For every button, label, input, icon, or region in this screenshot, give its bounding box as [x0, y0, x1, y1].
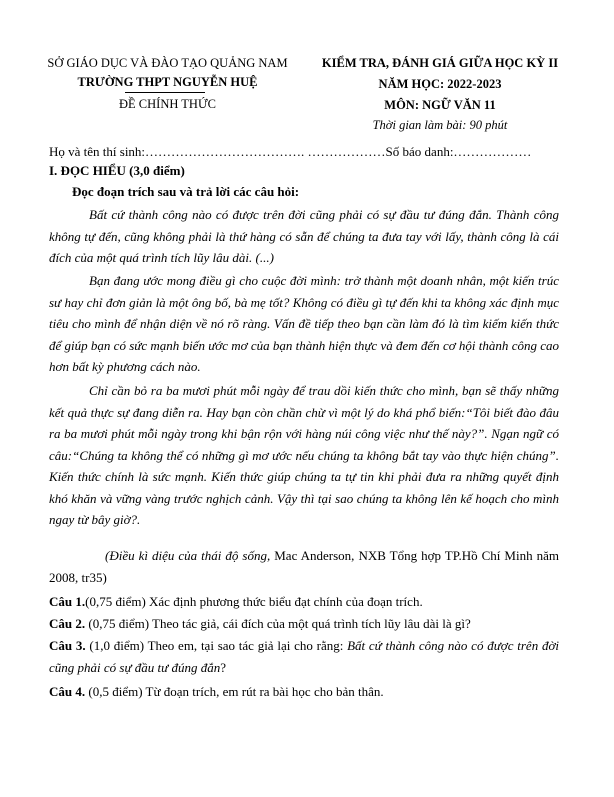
time-allowed: Thời gian làm bài: 90 phút [372, 118, 508, 132]
department-name: SỞ GIÁO DỤC VÀ ĐÀO TẠO QUẢNG NAM [47, 56, 288, 70]
question-2-label: Câu 2. [49, 616, 86, 631]
passage-paragraph-3: Chỉ cần bỏ ra ba mươi phút mỗi ngày để trau dồi kiến thức cho mình, bạn sẽ thấy những kết quả thực sự đang diễn ra. Hay bạn còn chần chừ vì một lý do khá phổ biến:“Tôi biết đào đâu ra ba mươi phút mỗi ngày trong khi bận rộn với hàng núi công việc như thế này?”. Ngạn ngữ có câu:“Chúng ta không thể có những gì mơ ước nếu chúng ta không bắt tay vào thực hiện chúng”. Kiến thức chính là sức mạnh. Kiến thức giúp chúng ta tự tin khi phải đưa ra những quyết định khó khăn và vững vàng trước nghịch cảnh. Vậy thì tại sao chúng ta không lên kế hoạch cho mình ngay từ bây giờ?. [49, 383, 559, 527]
question-4 [49, 681, 559, 703]
question-4-text: (0,5 điểm) Từ đoạn trích, em rút ra bài học cho bản thân. [85, 684, 384, 699]
question-1-text: (0,75 điểm) Xác định phương thức biểu đạt chính của đoạn trích. [85, 594, 423, 609]
question-3-text: (1,0 điểm) Theo em, tại sao tác giả lại cho rằng: [85, 638, 348, 653]
question-2-text: (0,75 điểm) Theo tác giả, cái đích của một quá trình tích lũy lâu dài là gì? [85, 616, 471, 631]
official-label: ĐỀ CHÍNH THỨC [119, 97, 216, 111]
school-year: NĂM HỌC: 2022-2023 [378, 77, 502, 91]
question-3-quote: Bất cứ thành công nào có được trên đời cũng phải có sự đầu tư đúng đắn [49, 638, 560, 675]
subject: MÔN: NGỮ VĂN 11 [384, 98, 496, 112]
passage-paragraph-2: Bạn đang ước mong điều gì cho cuộc đời mình: trở thành một doanh nhân, một kiến trúc sư hay chỉ đơn giản là một ông bố, bà mẹ tốt? Không có điều gì tự đến khi ta không xác định mục tiêu cho mình để nhận diện về nó rõ ràng. Vấn đề tiếp theo bạn cần làm đó là tìm kiếm kiến thức để giúp bạn có sức mạnh biến ước mơ của bạn thành hiện thực và đem đến cơ hội thành công cao hơn bất kỳ phương cách nào. [49, 273, 559, 374]
question-2 [49, 613, 559, 635]
exam-title: KIỂM TRA, ĐÁNH GIÁ GIỮA HỌC KỲ II [321, 56, 559, 70]
question-1 [49, 591, 559, 613]
school-name: TRƯỜNG THPT NGUYỄN HUỆ [77, 75, 258, 89]
section-title: I. ĐỌC HIỂU (3,0 điểm) [49, 163, 185, 178]
question-3-label: Câu 3. [49, 638, 86, 653]
question-3-end: ? [220, 659, 227, 675]
passage-source [49, 545, 559, 588]
question-3 [49, 635, 559, 678]
question-1-label: Câu 1. [49, 594, 86, 609]
student-info-line: Họ và tên thí sinh:………………………………. ………………Số báo danh:……………… [49, 144, 532, 159]
source-details: Mac Anderson, NXB Tổng hợp TP.Hồ Chí Minh năm 2008, tr35) [49, 548, 559, 585]
instruction: Đọc đoạn trích sau và trả lời các câu hỏi: [72, 184, 300, 199]
source-title: (Điều kì diệu của thái độ sống, [105, 548, 271, 563]
question-4-label: Câu 4. [49, 684, 86, 699]
school-underline [125, 92, 205, 93]
passage-paragraph-1: Bất cứ thành công nào có được trên đời cũng phải có sự đầu tư đúng đắn. Thành công không tự đến, cũng không phải là thứ hàng có sẵn để chúng ta đưa tay với lấy, thành công là cái đích của một quá trình tích lũy lâu dài. (...) [49, 207, 559, 265]
